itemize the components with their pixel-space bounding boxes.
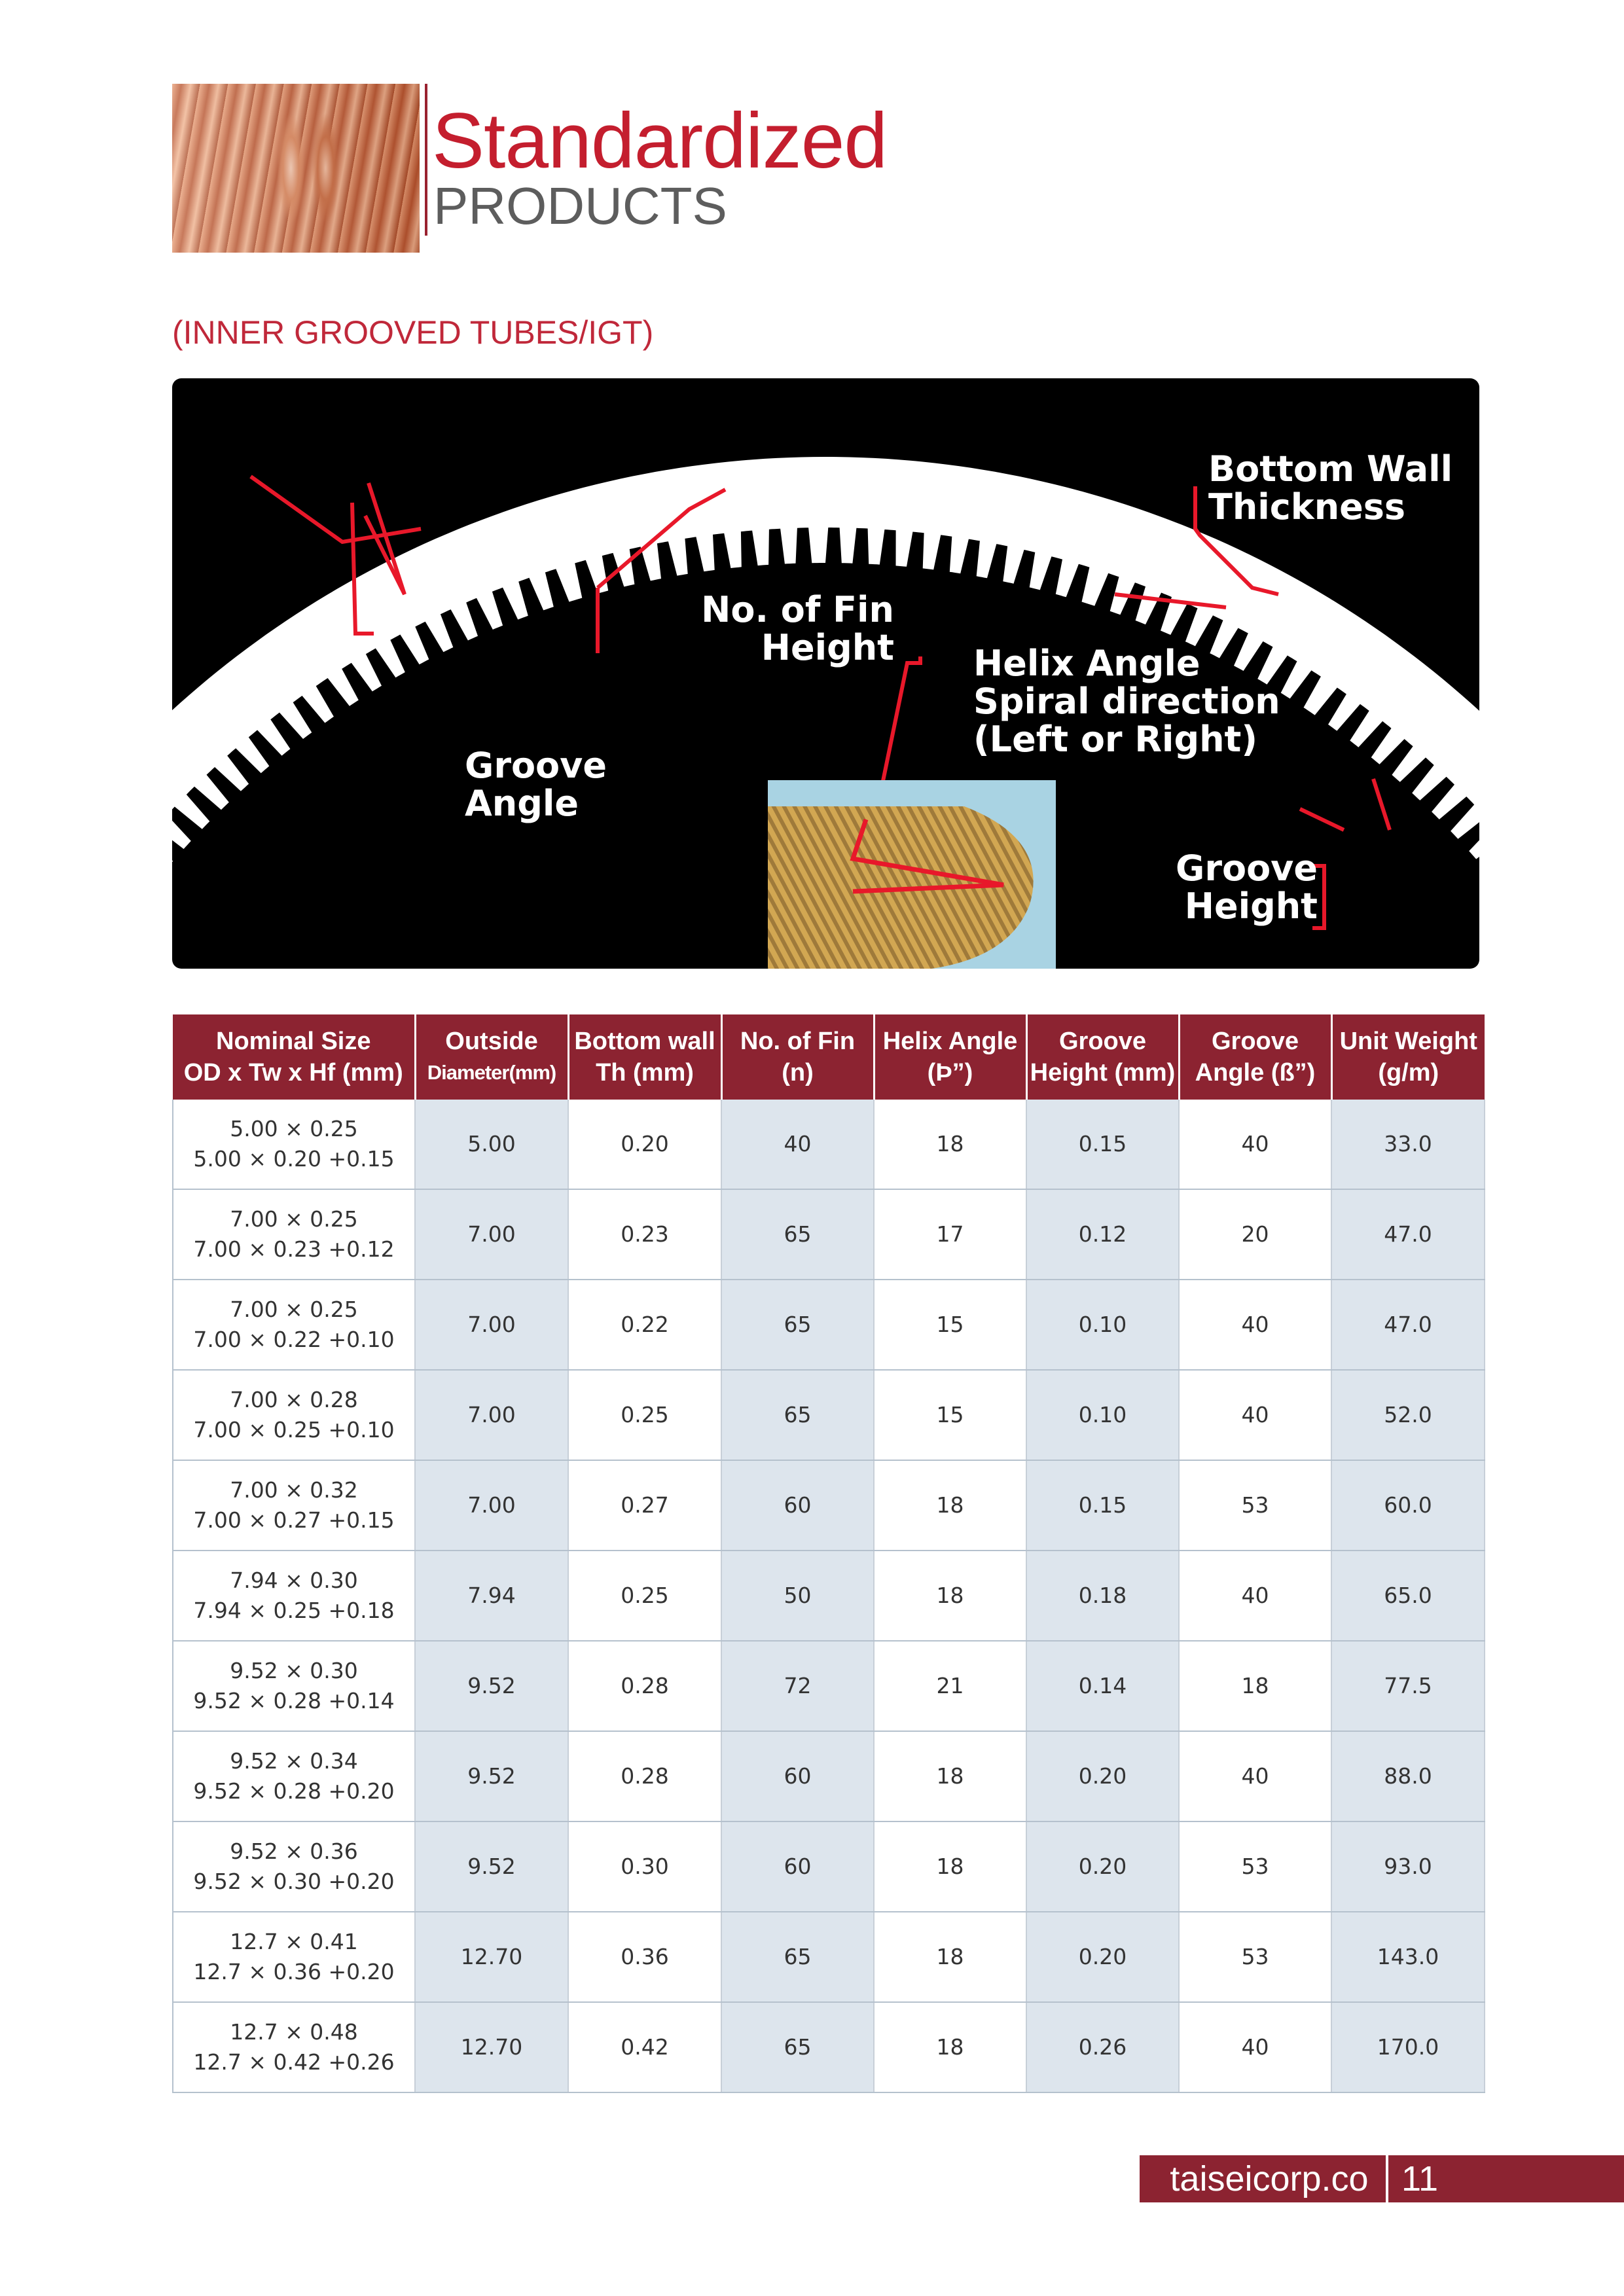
col-fin-count: No. of Fin (n) [721,1014,874,1100]
size-line: 7.00 × 0.32 [230,1477,358,1503]
cell-th: 0.23 [568,1189,721,1280]
label-line: Helix Angle [973,643,1200,684]
table-row [173,1370,1485,1460]
col-unit-weight: Unit Weight (g/m) [1331,1014,1485,1100]
cell-od: 9.52 [415,1641,568,1731]
cell-groove-a: 40 [1179,1731,1331,1821]
size-line: 12.7 × 0.36 +0.20 [193,1959,395,1984]
cell-nominal-size [173,1280,415,1370]
size-line: 7.00 × 0.28 [230,1387,358,1412]
label-line: No. of Fin [701,589,894,630]
size-line: 9.52 × 0.28 +0.14 [193,1688,395,1713]
cell-weight: 88.0 [1331,1731,1485,1821]
cell-fin: 65 [721,1370,874,1460]
col-helix-angle: Helix Angle (Þ”) [874,1014,1026,1100]
cell-fin: 65 [721,1912,874,2002]
cell-od: 7.00 [415,1280,568,1370]
table-row [173,2002,1485,2092]
cell-weight: 93.0 [1331,1821,1485,1912]
cell-od: 7.94 [415,1551,568,1641]
grooved-tube-inset-photo [768,780,1056,969]
cell-groove-h: 0.20 [1026,1912,1179,2002]
igt-spec-table [172,1014,1485,2093]
size-line: 9.52 × 0.36 [230,1839,358,1864]
cell-weight: 77.5 [1331,1641,1485,1731]
cell-nominal-size [173,1460,415,1551]
cell-fin: 60 [721,1821,874,1912]
cell-groove-a: 40 [1179,2002,1331,2092]
cell-groove-h: 0.12 [1026,1189,1179,1280]
size-line: 9.52 × 0.28 +0.20 [193,1778,395,1804]
cell-th: 0.30 [568,1821,721,1912]
page-number: 11 [1401,2159,1439,2198]
cell-fin: 65 [721,1280,874,1370]
cell-od: 12.70 [415,2002,568,2092]
cell-weight: 143.0 [1331,1912,1485,2002]
label-groove-height [1174,850,1318,925]
cell-od: 9.52 [415,1731,568,1821]
cell-groove-h: 0.15 [1026,1100,1179,1189]
cell-helix: 18 [874,1821,1026,1912]
page-title: Standardized [432,97,888,185]
cell-groove-a: 40 [1179,1280,1331,1370]
label-fin-height [541,591,894,667]
cell-nominal-size [173,1189,415,1280]
label-line: Height [1184,886,1318,927]
label-line: Height [761,627,894,668]
cell-nominal-size [173,1641,415,1731]
table-row [173,1641,1485,1731]
label-helix-angle [973,645,1280,759]
cell-weight: 65.0 [1331,1551,1485,1641]
cell-od: 7.00 [415,1370,568,1460]
cell-helix: 21 [874,1641,1026,1731]
cell-weight: 47.0 [1331,1189,1485,1280]
cell-groove-a: 53 [1179,1460,1331,1551]
cell-groove-h: 0.26 [1026,2002,1179,2092]
cell-nominal-size [173,1100,415,1189]
cell-th: 0.20 [568,1100,721,1189]
label-line: Angle [465,783,579,824]
cell-groove-a: 40 [1179,1551,1331,1641]
cell-nominal-size [173,1912,415,2002]
col-bottom-wall: Bottom wall Th (mm) [568,1014,721,1100]
cell-fin: 65 [721,1189,874,1280]
cell-groove-h: 0.20 [1026,1731,1179,1821]
size-line: 12.7 × 0.41 [230,1929,358,1954]
cell-nominal-size [173,1821,415,1912]
footer-divider [1386,2155,1388,2202]
size-line: 5.00 × 0.25 [230,1116,358,1141]
cell-od: 7.00 [415,1189,568,1280]
igt-cross-section-diagram [172,378,1479,969]
cell-helix: 18 [874,1460,1026,1551]
cell-nominal-size [173,2002,415,2092]
cell-nominal-size [173,1551,415,1641]
annotation-leader-line [1373,779,1390,830]
size-line: 7.00 × 0.25 [230,1297,358,1322]
cell-od: 12.70 [415,1912,568,2002]
size-line: 7.94 × 0.30 [230,1568,358,1593]
cell-helix: 15 [874,1280,1026,1370]
table-header-row [173,1014,1485,1100]
table-row [173,1100,1485,1189]
cell-th: 0.42 [568,2002,721,2092]
cell-th: 0.22 [568,1280,721,1370]
cell-fin: 60 [721,1460,874,1551]
cell-fin: 65 [721,2002,874,2092]
cell-nominal-size [173,1731,415,1821]
cell-od: 7.00 [415,1460,568,1551]
hero-copper-tubes-photo [172,84,420,253]
cell-groove-a: 40 [1179,1370,1331,1460]
label-line: Spiral direction [973,681,1280,722]
cell-groove-h: 0.15 [1026,1460,1179,1551]
title-divider [425,84,427,236]
col-outside-diameter: Outside Diameter(mm) [415,1014,568,1100]
size-line: 12.7 × 0.42 +0.26 [193,2049,395,2075]
cell-groove-a: 18 [1179,1641,1331,1731]
cell-groove-h: 0.18 [1026,1551,1179,1641]
size-line: 12.7 × 0.48 [230,2019,358,2045]
cell-fin: 60 [721,1731,874,1821]
col-groove-angle: Groove Angle (ß”) [1179,1014,1331,1100]
cell-groove-a: 53 [1179,1912,1331,2002]
cell-groove-h: 0.20 [1026,1821,1179,1912]
table-row [173,1280,1485,1370]
table-row [173,1731,1485,1821]
cell-helix: 18 [874,1731,1026,1821]
table-row [173,1821,1485,1912]
footer-bar [1140,2155,1624,2202]
cell-groove-h: 0.14 [1026,1641,1179,1731]
cell-weight: 33.0 [1331,1100,1485,1189]
cell-th: 0.28 [568,1641,721,1731]
label-line: Bottom Wall [1208,448,1453,490]
cell-nominal-size [173,1370,415,1460]
cell-th: 0.27 [568,1460,721,1551]
cell-groove-h: 0.10 [1026,1280,1179,1370]
label-line: (Left or Right) [973,719,1258,760]
footer-url: taiseicorp.co [1170,2159,1369,2198]
size-line: 7.00 × 0.22 +0.10 [193,1327,395,1352]
cell-helix: 15 [874,1370,1026,1460]
col-nominal-size: Nominal Size OD x Tw x Hf (mm) [173,1014,415,1100]
label-line: Thickness [1208,486,1406,528]
size-line: 7.00 × 0.27 +0.15 [193,1507,395,1533]
cell-th: 0.25 [568,1370,721,1460]
cell-groove-h: 0.10 [1026,1370,1179,1460]
table-row [173,1189,1485,1280]
cell-th: 0.28 [568,1731,721,1821]
col-groove-height: Groove Height (mm) [1026,1014,1179,1100]
annotation-leader-line [1300,809,1344,830]
cell-groove-a: 40 [1179,1100,1331,1189]
size-line: 9.52 × 0.30 +0.20 [193,1869,395,1894]
section-label: (INNER GROOVED TUBES/IGT) [172,314,654,351]
size-line: 7.00 × 0.25 [230,1206,358,1232]
size-line: 5.00 × 0.20 +0.15 [193,1146,395,1172]
cell-helix: 18 [874,2002,1026,2092]
cell-weight: 60.0 [1331,1460,1485,1551]
page-subtitle: PRODUCTS [433,177,727,235]
cell-weight: 52.0 [1331,1370,1485,1460]
cell-helix: 18 [874,1551,1026,1641]
cell-helix: 18 [874,1100,1026,1189]
size-line: 7.94 × 0.25 +0.18 [193,1598,395,1623]
size-line: 7.00 × 0.23 +0.12 [193,1236,395,1262]
size-line: 9.52 × 0.30 [230,1658,358,1683]
label-line: Groove [465,745,607,786]
label-groove-angle [465,747,607,823]
label-line: Groove [1176,848,1318,889]
size-line: 9.52 × 0.34 [230,1748,358,1774]
cell-helix: 17 [874,1189,1026,1280]
cell-fin: 72 [721,1641,874,1731]
table-row [173,1551,1485,1641]
size-line: 7.00 × 0.25 +0.10 [193,1417,395,1443]
label-bottom-wall-thickness [1208,450,1453,526]
cell-fin: 50 [721,1551,874,1641]
cell-th: 0.36 [568,1912,721,2002]
cell-groove-a: 20 [1179,1189,1331,1280]
annotation-leader-line [251,476,421,542]
cell-groove-a: 53 [1179,1821,1331,1912]
cell-od: 9.52 [415,1821,568,1912]
cell-od: 5.00 [415,1100,568,1189]
table-row [173,1460,1485,1551]
cell-helix: 18 [874,1912,1026,2002]
cell-fin: 40 [721,1100,874,1189]
cell-th: 0.25 [568,1551,721,1641]
cell-weight: 170.0 [1331,2002,1485,2092]
table-row [173,1912,1485,2002]
cell-weight: 47.0 [1331,1280,1485,1370]
